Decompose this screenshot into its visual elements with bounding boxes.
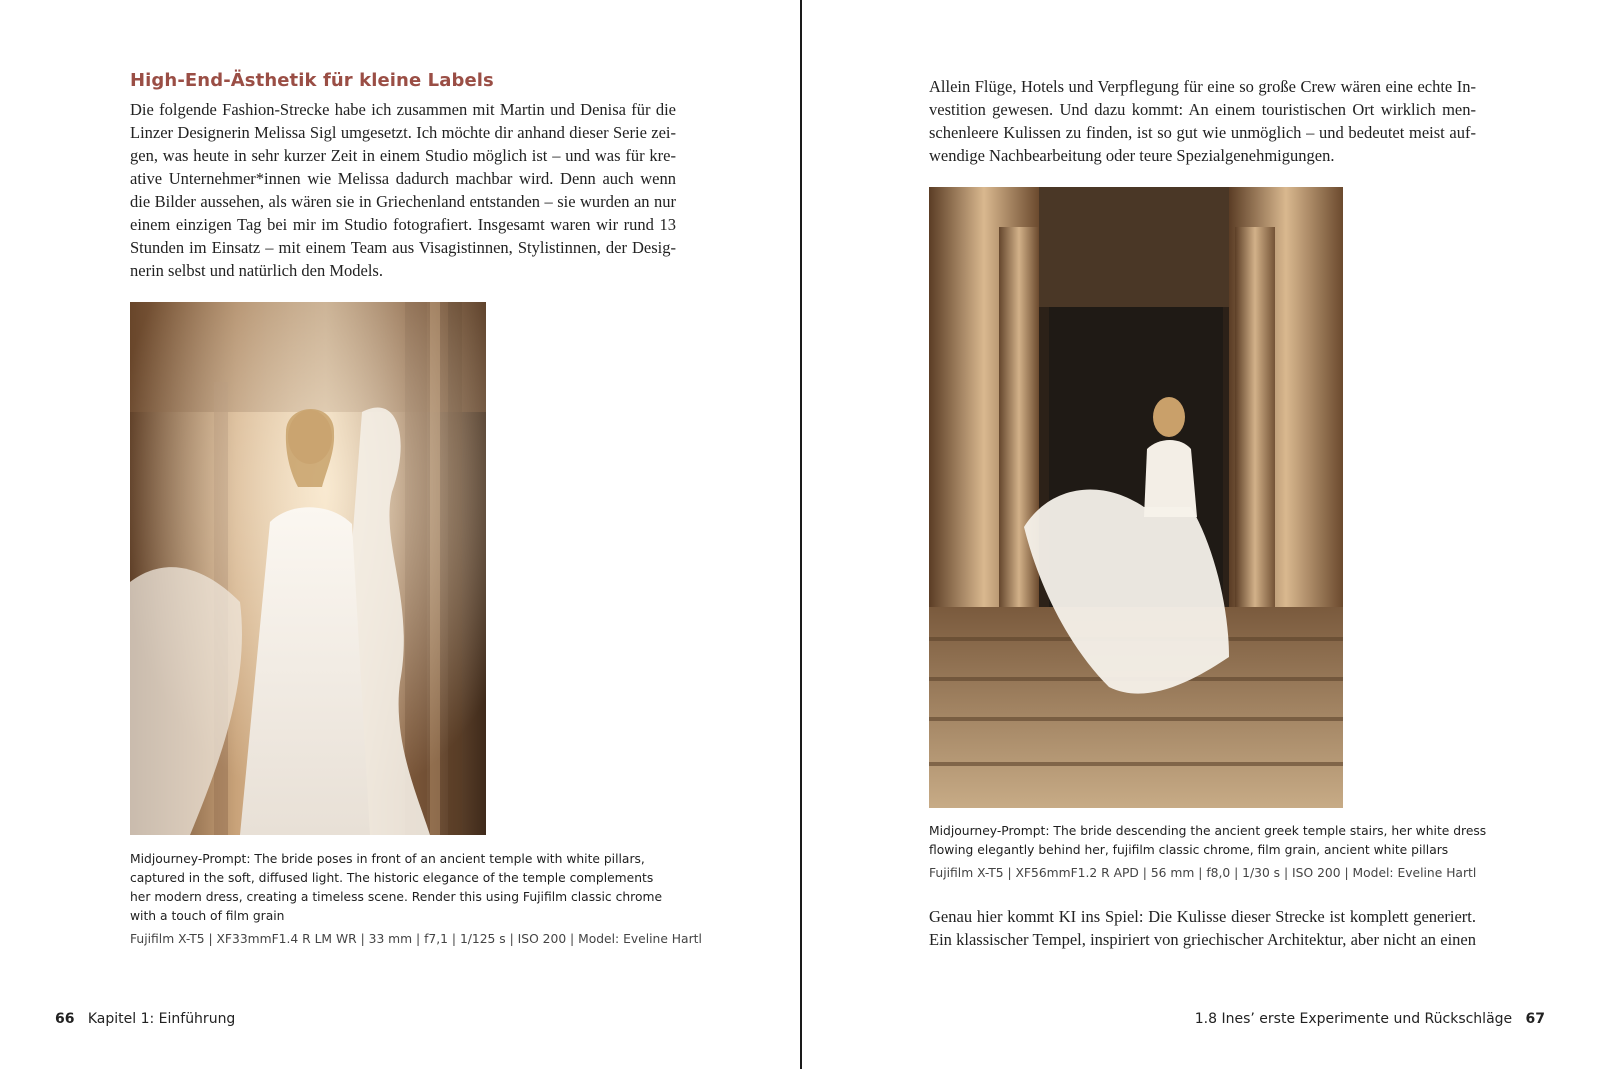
body-text-line: wendige Nachbearbeitung oder teure Spezialgenehmigungen. — [929, 146, 1335, 165]
body-text-line: Stunden im Einsatz – mit einem Team aus Visagistinnen, Stylistinnen, der Desig- — [130, 238, 676, 257]
body-text-line: Allein Flüge, Hotels und Verpflegung für eine so große Crew wären eine echte In- — [929, 77, 1476, 96]
photo-caption-line: with a touch of film grain — [130, 909, 285, 923]
page-footer — [55, 1011, 235, 1027]
body-text-line: einem einzigen Tag bei mir im Studio fotografiert. Insgesamt waren wir rund 13 — [130, 215, 676, 234]
photo-caption-line: her modern dress, creating a timeless scene. Render this using Fujifilm classic chrome — [130, 890, 663, 904]
chapter-title: Kapitel 1: Einführung — [87, 1011, 236, 1027]
page-footer — [1195, 1011, 1545, 1027]
body-text-line: ative Unternehmer*innen wie Melissa dadurch machbar wird. Denn auch wenn — [130, 169, 676, 188]
photo-caption-line: captured in the soft, diffused light. The historic elegance of the temple complements — [130, 871, 654, 885]
body-text-line: Genau hier kommt KI ins Spiel: Die Kulisse dieser Strecke ist komplett generiert. — [929, 907, 1476, 926]
section-heading: High-End-Ästhetik für kleine Labels — [130, 70, 494, 91]
bride-stairs-photo — [929, 187, 1343, 808]
body-text-line: Linzer Designerin Melissa Sigl umgesetzt. Ich möchte dir anhand dieser Serie zei- — [130, 123, 676, 142]
photo-caption-line: Midjourney-Prompt: The bride descending the ancient greek temple stairs, her white dress — [929, 824, 1487, 838]
photo-caption-line: flowing elegantly behind her, fujifilm classic chrome, film grain, ancient white pillars — [929, 843, 1449, 857]
body-text-line: Die folgende Fashion-Strecke habe ich zusammen mit Martin und Denisa für die — [130, 100, 676, 119]
section-title: 1.8 Ines’ erste Experimente und Rückschläge — [1194, 1011, 1513, 1027]
bride-temple-photo — [130, 302, 486, 835]
camera-meta: Fujifilm X-T5 | XF56mmF1.2 R APD | 56 mm | f8,0 | 1/30 s | ISO 200 | Model: Eveline Hartl — [929, 866, 1477, 880]
body-text-line: die Bilder aussehen, als wären sie in Griechenland entstanden – sie wurden an nur — [130, 192, 676, 211]
body-text-line: nerin selbst und natürlich den Models. — [130, 261, 383, 280]
body-text-line: schenleere Kulissen zu finden, ist so gut wie unmöglich – und bedeutet meist auf- — [929, 123, 1476, 142]
body-text-line: gen, was heute in sehr kurzer Zeit in einem Studio möglich ist – und was für kre- — [130, 146, 676, 165]
photo-caption-line: Midjourney-Prompt: The bride poses in front of an ancient temple with white pillars, — [130, 852, 645, 866]
right-page — [802, 0, 1600, 1069]
body-text-line: vestition gewesen. Und dazu kommt: An einem touristischen Ort wirklich men- — [929, 100, 1476, 119]
page-number: 67 — [1525, 1011, 1545, 1027]
camera-meta: Fujifilm X-T5 | XF33mmF1.4 R LM WR | 33 mm | f7,1 | 1/125 s | ISO 200 | Model: Eveline Hartl — [130, 932, 702, 946]
body-text-line: Ein klassischer Tempel, inspiriert von griechischer Architektur, aber nicht an einen — [929, 930, 1476, 949]
page-number: 66 — [55, 1011, 75, 1027]
